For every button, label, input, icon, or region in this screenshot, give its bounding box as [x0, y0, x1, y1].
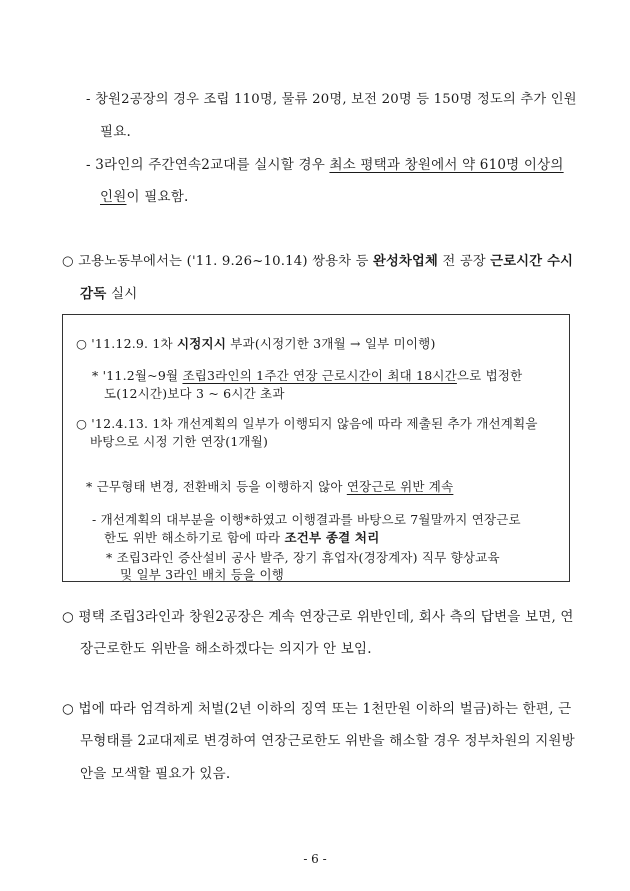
box-item-3-line-2: [104, 528, 379, 546]
box-item-3-sub-line-1: [106, 548, 500, 566]
bold-text: 완성차업체: [373, 254, 439, 269]
asterisk-marker-icon: *: [86, 479, 93, 494]
box-item-1-sub-line-1: [92, 366, 522, 384]
box-text: 한도 위반 해소하기로 함에 따라: [104, 530, 285, 545]
para-3-line-1: [62, 697, 571, 717]
circle-marker-icon: ○: [62, 609, 74, 625]
underlined-text: 인원: [100, 189, 127, 205]
asterisk-marker-icon: *: [106, 550, 113, 565]
para-text: 법에 따라 엄격하게 처벌(2년 이하의 징역 또는 1천만원 이하의 벌금)하는 한편, 근: [78, 701, 572, 717]
para-3-line-2: 무형태를 2교대제로 변경하여 연장근로한도 위반을 해소할 경우 정부차원의 지원방: [80, 733, 575, 749]
box-text: '12.4.13. 1차 개선계획의 일부가 이행되지 않음에 따라 제출된 추가 개선계획을: [91, 416, 538, 431]
box-item-2-line-1: [76, 414, 538, 432]
box-text: '11.12.9. 1차: [91, 336, 177, 351]
box-item-1: [76, 334, 436, 352]
circle-marker-icon: ○: [76, 336, 88, 351]
box-item-1-sub-line-2: 도(12시간)보다 3 ~ 6시간 초과: [104, 386, 285, 401]
box-text: 조립3라인 증산설비 공사 발주, 장기 휴업자(경장계자) 직무 향상교육: [116, 550, 500, 565]
box-text: 근무형태 변경, 전환배치 등을 이행하지 않아: [96, 479, 347, 494]
para-2-line-1: [62, 605, 574, 625]
bold-text: 감독: [80, 286, 107, 302]
underlined-text: 연장근로 위반 계속: [346, 479, 454, 494]
bullet-marker: -: [86, 157, 96, 173]
para-2-line-2: 장근로한도 위반을 해소하겠다는 의지가 안 보임.: [80, 641, 372, 657]
para-1-line-1: [62, 250, 573, 269]
bullet-1-line-1: [86, 88, 577, 107]
bullet-2-line-2: [100, 185, 188, 205]
bullet-text: 창원2공장의 경우 조립 110명, 물류 20명, 보전 20명 등 150명 정도의 추가 인원: [95, 92, 577, 107]
bullet-marker: -: [86, 92, 96, 107]
bullet-text: 이 필요함.: [126, 189, 189, 205]
bold-text: 근로시간 수시: [490, 254, 574, 269]
bullet-text: 3라인의 주간연속2교대를 실시할 경우: [95, 157, 330, 173]
box-text: 부과(시정기한 3개월 → 일부 미이행): [226, 336, 436, 351]
dash-marker-icon: -: [92, 512, 97, 527]
bold-text: 조건부 종결 처리: [284, 530, 380, 545]
box-item-3-sub-line-2: 및 일부 3라인 배치 등을 이행: [120, 567, 285, 582]
underlined-text: 조립3라인의 1주간 연장 근로시간이 최대 18시간: [182, 368, 457, 383]
circle-marker-icon: ○: [76, 416, 88, 431]
box-text: 으로 법정한: [456, 368, 523, 383]
asterisk-marker-icon: *: [92, 368, 99, 383]
circle-marker-icon: ○: [62, 254, 74, 269]
box-item-2-sub: [86, 477, 453, 495]
para-1-line-2: [80, 282, 137, 302]
bullet-2-line-1: [86, 153, 564, 173]
para-text: 고용노동부에서는 ('11. 9.26~10.14) 쌍용차 등: [78, 254, 374, 269]
box-text: 개선계획의 대부분을 이행*하였고 이행결과를 바탕으로 7월말까지 연장근로: [100, 512, 521, 527]
box-item-3-line-1: [92, 510, 521, 528]
box-item-2-line-2: 바탕으로 시정 기한 연장(1개월): [90, 434, 269, 449]
para-text: 전 공장: [438, 254, 491, 269]
bullet-1-line-2: 필요.: [100, 124, 131, 140]
para-text: 실시: [106, 286, 138, 302]
para-3-line-3: 안을 모색할 필요가 있음.: [80, 766, 231, 782]
bold-text: 시정지시: [177, 336, 227, 351]
page-number: - 6 -: [303, 852, 327, 866]
circle-marker-icon: ○: [62, 701, 74, 717]
para-text: 평택 조립3라인과 창원2공장은 계속 연장근로 위반인데, 회사 측의 답변을 보면, 연: [78, 609, 574, 625]
underlined-text: 최소 평택과 창원에서 약 610명 이상의: [329, 157, 564, 173]
box-text: '11.2월~9월: [102, 368, 183, 383]
